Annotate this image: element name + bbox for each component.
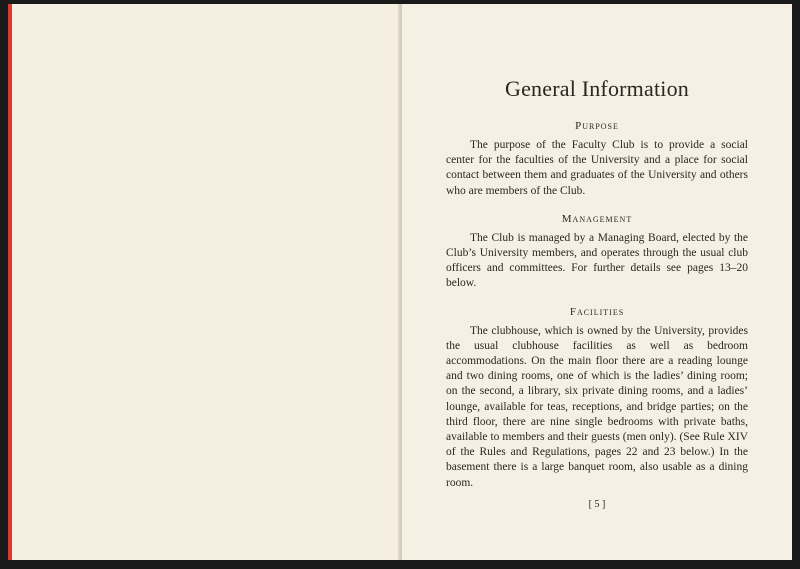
page-content (446, 76, 748, 510)
section-heading-facilities: Facilities (569, 305, 625, 318)
page-title: General Information (504, 76, 689, 101)
section-heading-purpose: Purpose (575, 120, 619, 132)
section-heading-management: Management (561, 212, 633, 225)
left-page-blank (8, 4, 400, 560)
page-number: [ 5 ] (588, 498, 606, 510)
section-body-management: The Club is managed by a Managing Board, elected by the Club’s University members, and operates through the usual club officers and committees. For further details see pages 13–20 below. (446, 231, 748, 290)
section-body-purpose: The purpose of the Faculty Club is to provide a social center for the faculties of the University and a place for social contact between them and graduates of the University and others who are members of the Club. (446, 139, 748, 197)
section-body-facilities: The clubhouse, which is owned by the University, provides the usual clubhouse facilities as well as bedroom accommodations. On the main floor there are a reading lounge and two dining rooms, one of which is the ladies’ dining room; on the second, a library, six private dining rooms, and a ladies’ lounge, available for teas, receptions, and bridge parties; on the third floor, there are nine single bedrooms with private baths, available to members and their guests (men only). (See Rule XIV of the Rules and Regulations, pages 22 and 23 below.) In the basement there is a large banquet room, also usable as a dining room. (446, 324, 748, 489)
right-page (402, 4, 792, 560)
